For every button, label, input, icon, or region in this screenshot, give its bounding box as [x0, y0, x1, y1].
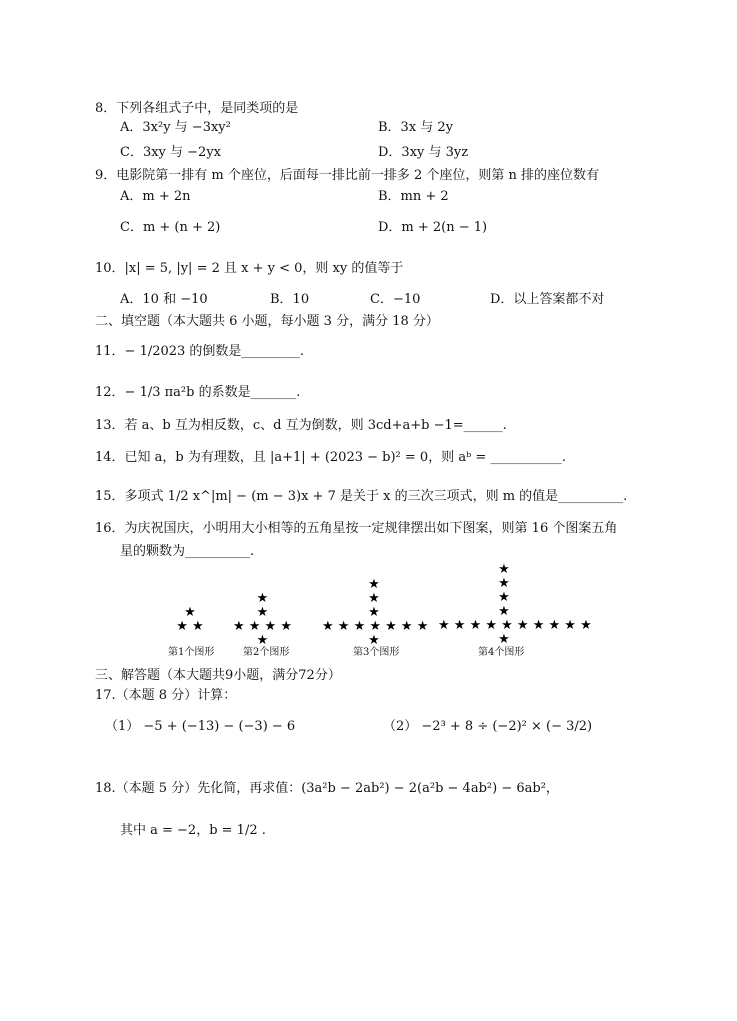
question-15: 15．多项式 1/2 x^|m| − (m − 3)x + 7 是关于 x 的三次三项式，则 m 的值是__________. [95, 489, 628, 504]
question-11: 11．− 1/2023 的倒数是_________. [95, 344, 305, 359]
q8-option-d: D．3xy 与 3yz [378, 145, 469, 160]
q9-option-d: D．m + 2(n − 1) [378, 220, 488, 235]
section-3-heading: 三、解答题（本大题共9小题，满分72分） [95, 668, 341, 683]
question-13: 13．若 a、b 互为相反数，c、d 互为倒数，则 3cd+a+b −1=______. [95, 418, 507, 433]
star-figure-4: ★ ★ ★ ★ ★ ★ ★ ★ ★ ★ ★ ★ ★ ★ ★ [438, 562, 592, 647]
q8-option-a: A．3x²y 与 −3xy² [120, 120, 231, 135]
q9-option-a: A．m + 2n [120, 189, 191, 204]
figure-2-caption: 第2个图形 [243, 647, 290, 658]
q10-option-a: A．10 和 −10 [120, 292, 208, 307]
question-12: 12．− 1/3 πa²b 的系数是_______. [95, 385, 301, 400]
question-17-part-1: （1） −5 + (−13) − (−3) − 6 [105, 719, 296, 734]
q10-option-b: B．10 [270, 292, 310, 307]
q8-option-c: C．3xy 与 −2yx [120, 145, 221, 160]
question-17-title: 17.（本题 8 分）计算： [95, 688, 237, 703]
q9-option-b: B．mn + 2 [378, 189, 449, 204]
question-10: 10．|x| = 5, |y| = 2 且 x + y < 0，则 xy 的值等于 [95, 261, 404, 276]
figure-1-caption: 第1个图形 [168, 647, 215, 658]
q9-option-c: C．m + (n + 2) [120, 220, 221, 235]
question-16-cont: 星的颗数为__________. [120, 544, 255, 559]
q10-option-c: C．−10 [370, 292, 421, 307]
question-18-title: 18.（本题 5 分）先化简，再求值：(3a²b − 2ab²) − 2(a²b − 4ab²) − 6ab²， [95, 781, 559, 796]
figure-3-caption: 第3个图形 [353, 647, 400, 658]
question-9: 9．电影院第一排有 m 个座位，后面每一排比前一排多 2 个座位，则第 n 排的座位数有 [95, 168, 600, 183]
question-8: 8．下列各组式子中，是同类项的是 [95, 101, 299, 116]
star-figure-1: ★ ★ ★ [176, 605, 204, 634]
figure-4-caption: 第4个图形 [478, 647, 525, 658]
star-figure-2: ★ ★ ★ ★ ★ ★ ★ [232, 591, 292, 648]
question-18-condition: 其中 a = −2，b = 1/2 . [120, 823, 266, 838]
question-17-part-2: （2） −2³ + 8 ÷ (−2)² × (− 3/2) [383, 719, 593, 734]
q10-option-d: D．以上答案都不对 [490, 292, 605, 307]
star-figure-3: ★ ★ ★ ★ ★ ★ ★ ★ ★ ★ ★ [322, 577, 429, 648]
question-14: 14．已知 a，b 为有理数，且 |a+1| + (2023 − b)² = 0，则 aᵇ = ___________. [95, 450, 567, 465]
q8-option-b: B．3x 与 2y [378, 120, 454, 135]
question-16: 16．为庆祝国庆，小明用大小相等的五角星按一定规律摆出如下图案，则第 16 个图案五角 [95, 521, 618, 536]
section-2-heading: 二、填空题（本大题共 6 小题，每小题 3 分，满分 18 分） [95, 314, 439, 329]
